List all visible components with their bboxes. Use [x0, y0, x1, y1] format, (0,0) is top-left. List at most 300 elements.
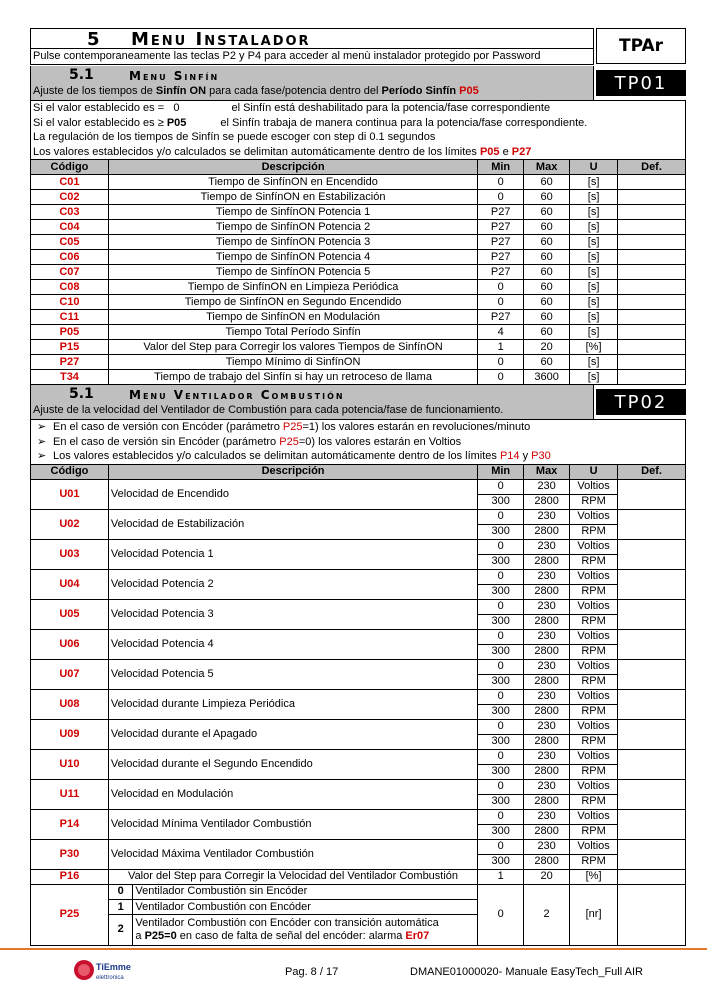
row-unit: Voltios — [570, 809, 618, 824]
table-row — [31, 659, 686, 674]
row-unit: Voltios — [570, 659, 618, 674]
table-row — [31, 689, 686, 704]
sinfin-note-4 — [33, 145, 685, 160]
row-min: 1 — [478, 869, 524, 884]
row-max: 230 — [524, 569, 570, 584]
row-def — [618, 869, 686, 884]
table-row — [31, 340, 686, 355]
row-min: 0 — [478, 599, 524, 614]
note2-a: Si el valor establecido es ≥ — [33, 116, 164, 129]
row-max: 60 — [524, 310, 570, 325]
row-min: 0 — [478, 839, 524, 854]
row-unit: [s] — [570, 175, 618, 190]
sinfin-desc-e: P05 — [459, 85, 479, 97]
row-code: U01 — [31, 479, 109, 509]
row-unit: [s] — [570, 235, 618, 250]
sinfin-notes — [30, 100, 686, 159]
row-max: 2800 — [524, 644, 570, 659]
row-max: 230 — [524, 629, 570, 644]
fan-note-2 — [33, 435, 685, 450]
row-max: 230 — [524, 599, 570, 614]
row-def — [618, 539, 686, 569]
row-desc: Velocidad durante el Segundo Encendido — [108, 749, 477, 779]
p25-option-2-num: 2 — [109, 915, 133, 945]
row-unit: Voltios — [570, 629, 618, 644]
p25-option-0 — [109, 885, 477, 900]
row-desc: Velocidad Potencia 1 — [108, 539, 477, 569]
row-code: U04 — [31, 569, 109, 599]
row-unit: [s] — [570, 190, 618, 205]
row-desc: Valor del Step para Corregir la Velocidad del Ventilador Combustión — [108, 869, 477, 884]
row-unit: Voltios — [570, 839, 618, 854]
row-def — [618, 370, 686, 385]
row-max: 2800 — [524, 524, 570, 539]
row-desc: Velocidad Mínima Ventilador Combustión — [108, 809, 477, 839]
sinfin-title-bar — [30, 66, 594, 100]
tag-tp02: TP02 — [596, 389, 686, 415]
fan-note2-b: P25 — [279, 435, 299, 448]
row-min: P27 — [478, 205, 524, 220]
tag-tpar: TPAr — [596, 28, 686, 64]
p25-option-1-num: 1 — [109, 900, 133, 915]
row-max: 230 — [524, 689, 570, 704]
row-desc: Velocidad durante el Apagado — [108, 719, 477, 749]
row-unit: [s] — [570, 280, 618, 295]
row-max: 2800 — [524, 554, 570, 569]
row-unit: Voltios — [570, 719, 618, 734]
row-unit: RPM — [570, 494, 618, 509]
col-max: Max — [524, 464, 570, 479]
row-code: P30 — [31, 839, 109, 869]
row-desc: Tiempo de SinfínON Potencia 3 — [108, 235, 477, 250]
section-intro: Pulse contemporaneamente las teclas P2 y P4 para acceder al menù instalador protegido por Password — [30, 48, 594, 65]
row-min: 0 — [478, 280, 524, 295]
fan-note2-c: =0) los valores estarán en Voltios — [298, 435, 462, 448]
table-row — [31, 220, 686, 235]
sinfin-desc-d: Período Sinfín — [381, 85, 457, 97]
col-max: Max — [524, 160, 570, 175]
row-unit: [s] — [570, 250, 618, 265]
row-code: C07 — [31, 265, 109, 280]
fan-note1-a: En el caso de versión con Encóder (parámetro — [53, 421, 283, 433]
row-unit: [s] — [570, 220, 618, 235]
row-def — [618, 325, 686, 340]
table-row — [31, 839, 686, 854]
sinfin-desc-b: Sinfín ON — [155, 85, 207, 97]
section-title: Menu Instalador — [131, 29, 311, 50]
row-def — [618, 190, 686, 205]
section-header — [30, 28, 686, 66]
row-def — [618, 509, 686, 539]
row-min: 0 — [478, 689, 524, 704]
row-def — [618, 205, 686, 220]
table-row — [31, 310, 686, 325]
row-min: 0 — [478, 884, 524, 945]
row-unit: [%] — [570, 869, 618, 884]
row-def — [618, 659, 686, 689]
row-min: P27 — [478, 265, 524, 280]
row-min: 0 — [478, 175, 524, 190]
row-code: C06 — [31, 250, 109, 265]
p25-option-0-text: Ventilador Combustión sin Encóder — [133, 885, 477, 900]
row-min: 0 — [478, 295, 524, 310]
p25-option-2 — [109, 915, 477, 945]
row-max: 60 — [524, 190, 570, 205]
fan-table-header — [31, 464, 686, 479]
fan-note-3 — [33, 449, 685, 464]
row-code: C02 — [31, 190, 109, 205]
row-unit: RPM — [570, 824, 618, 839]
row-min: 0 — [478, 719, 524, 734]
svg-text:elettronica: elettronica — [96, 975, 124, 981]
fan-note3-b: P14 — [499, 450, 520, 462]
fan-desc: Ajuste de la velocidad del Ventilador de Combustión para cada potencia/fase de funcionamiento. — [33, 404, 504, 416]
row-min: P27 — [478, 250, 524, 265]
row-def — [618, 235, 686, 250]
row-desc: Tiempo de SinfínON en Limpieza Periódica — [108, 280, 477, 295]
row-max: 3600 — [524, 370, 570, 385]
table-row-p16 — [31, 869, 686, 884]
row-def — [618, 779, 686, 809]
sinfin-number: 5.1 — [69, 67, 94, 83]
row-def — [618, 355, 686, 370]
row-min: 300 — [478, 644, 524, 659]
row-desc: Velocidad Potencia 5 — [108, 659, 477, 689]
row-unit: Voltios — [570, 599, 618, 614]
row-min: 300 — [478, 854, 524, 869]
row-max: 230 — [524, 749, 570, 764]
row-code: P16 — [31, 869, 109, 884]
sinfin-note-1 — [33, 101, 685, 116]
note4-b: P05 — [479, 145, 500, 158]
row-max: 230 — [524, 839, 570, 854]
row-code: U11 — [31, 779, 109, 809]
p25-option-0-num: 0 — [109, 885, 133, 900]
row-min: 0 — [478, 569, 524, 584]
fan-note1-c: =1) los valores estarán en revoluciones/minuto — [302, 421, 531, 433]
note2-c: el Sinfín trabaja de manera continua para la potencia/fase correspondiente. — [220, 116, 588, 129]
row-unit: RPM — [570, 794, 618, 809]
table-row — [31, 250, 686, 265]
row-unit: RPM — [570, 734, 618, 749]
table-row-p25 — [31, 884, 686, 945]
row-unit: RPM — [570, 584, 618, 599]
row-code: C05 — [31, 235, 109, 250]
fan-note-1 — [33, 420, 685, 435]
row-min: 0 — [478, 539, 524, 554]
col-code: Código — [31, 464, 109, 479]
row-max: 230 — [524, 659, 570, 674]
row-unit: [s] — [570, 265, 618, 280]
sinfin-title: Menu Sinfín — [129, 69, 220, 83]
row-code: C04 — [31, 220, 109, 235]
table-row — [31, 749, 686, 764]
row-unit: [s] — [570, 310, 618, 325]
row-desc: Velocidad Máxima Ventilador Combustión — [108, 839, 477, 869]
row-max: 230 — [524, 509, 570, 524]
manual-page — [30, 28, 686, 946]
sinfin-desc — [33, 85, 479, 97]
section-number: 5 — [87, 29, 102, 50]
fan-table — [30, 464, 686, 946]
row-desc: Velocidad durante Limpieza Periódica — [108, 689, 477, 719]
row-min: 300 — [478, 614, 524, 629]
row-unit: RPM — [570, 644, 618, 659]
row-unit: RPM — [570, 764, 618, 779]
row-max: 2 — [524, 884, 570, 945]
table-row — [31, 235, 686, 250]
table-row — [31, 265, 686, 280]
row-def — [618, 839, 686, 869]
row-code: P25 — [31, 884, 109, 945]
row-desc: Tiempo de SinfínON Potencia 1 — [108, 205, 477, 220]
row-max: 60 — [524, 250, 570, 265]
row-def — [618, 295, 686, 310]
row-def — [618, 220, 686, 235]
row-unit: Voltios — [570, 479, 618, 494]
row-min: 300 — [478, 524, 524, 539]
note4-c: e — [499, 145, 512, 158]
row-unit: RPM — [570, 704, 618, 719]
row-max: 60 — [524, 220, 570, 235]
row-unit: Voltios — [570, 779, 618, 794]
table-row — [31, 509, 686, 524]
row-def — [618, 809, 686, 839]
section-title-bar — [30, 28, 594, 48]
row-max: 20 — [524, 340, 570, 355]
row-max: 230 — [524, 779, 570, 794]
row-min: 300 — [478, 764, 524, 779]
col-min: Min — [478, 160, 524, 175]
p25-option-1-text: Ventilador Combustión con Encóder — [133, 900, 477, 915]
row-unit: RPM — [570, 854, 618, 869]
table-row — [31, 355, 686, 370]
row-code: U07 — [31, 659, 109, 689]
p25-o2-e: Er07 — [405, 929, 430, 942]
row-desc: Tiempo Mínimo di SinfínON — [108, 355, 477, 370]
row-min: 0 — [478, 659, 524, 674]
row-min: 300 — [478, 704, 524, 719]
row-max: 60 — [524, 355, 570, 370]
row-min: 0 — [478, 629, 524, 644]
row-min: 0 — [478, 779, 524, 794]
row-max: 60 — [524, 295, 570, 310]
row-max: 2800 — [524, 494, 570, 509]
table-row — [31, 280, 686, 295]
fan-note1-b: P25 — [282, 421, 303, 433]
fan-note2-a: En el caso de versión sin Encóder (parámetro — [53, 435, 280, 448]
row-code: U09 — [31, 719, 109, 749]
row-min: 300 — [478, 794, 524, 809]
row-code: C11 — [31, 310, 109, 325]
row-def — [618, 340, 686, 355]
row-code: P27 — [31, 355, 109, 370]
note1-b: 0 — [173, 102, 180, 114]
page-number: Pag. 8 / 17 — [285, 966, 339, 978]
fan-number: 5.1 — [69, 386, 94, 402]
row-code: C10 — [31, 295, 109, 310]
sinfin-table — [30, 159, 686, 385]
row-desc: Tiempo de trabajo del Sinfín si hay un retroceso de llama — [108, 370, 477, 385]
row-desc: Tiempo de SinfínON Potencia 2 — [108, 220, 477, 235]
sinfin-header — [30, 66, 686, 100]
note1-c: el Sinfín está deshabilitado para la potencia/fase correspondiente — [231, 102, 551, 114]
tiemme-logo-icon — [72, 956, 142, 986]
row-code: C03 — [31, 205, 109, 220]
row-code: U05 — [31, 599, 109, 629]
row-max: 230 — [524, 479, 570, 494]
p25-options — [108, 884, 477, 945]
p25-option-2-line2 — [135, 930, 475, 943]
row-max: 2800 — [524, 674, 570, 689]
row-unit: [%] — [570, 340, 618, 355]
row-min: P27 — [478, 220, 524, 235]
row-code: U06 — [31, 629, 109, 659]
row-code: P05 — [31, 325, 109, 340]
row-desc: Velocidad en Modulación — [108, 779, 477, 809]
row-def — [618, 629, 686, 659]
row-desc: Valor del Step para Corregir los valores Tiempos de SinfínON — [108, 340, 477, 355]
table-row — [31, 629, 686, 644]
row-def — [618, 280, 686, 295]
row-unit: RPM — [570, 614, 618, 629]
row-min: 0 — [478, 509, 524, 524]
row-unit: RPM — [570, 674, 618, 689]
sinfin-table-header — [31, 160, 686, 175]
row-desc: Tiempo de SinfínON Potencia 4 — [108, 250, 477, 265]
tiemme-logo — [72, 956, 142, 986]
row-unit: Voltios — [570, 749, 618, 764]
row-max: 60 — [524, 235, 570, 250]
p25-o2-b: a — [135, 929, 145, 942]
table-row — [31, 479, 686, 494]
col-desc: Descripción — [108, 160, 477, 175]
row-code: U10 — [31, 749, 109, 779]
svg-text:TiEmme: TiEmme — [96, 962, 131, 972]
row-min: 300 — [478, 494, 524, 509]
col-min: Min — [478, 464, 524, 479]
row-max: 60 — [524, 265, 570, 280]
table-row — [31, 295, 686, 310]
row-desc: Tiempo de SinfínON en Segundo Encendido — [108, 295, 477, 310]
row-min: P27 — [478, 235, 524, 250]
row-max: 20 — [524, 869, 570, 884]
row-min: 300 — [478, 554, 524, 569]
row-unit: [s] — [570, 325, 618, 340]
row-def — [618, 599, 686, 629]
col-desc: Descripción — [108, 464, 477, 479]
row-code: C08 — [31, 280, 109, 295]
row-max: 60 — [524, 325, 570, 340]
row-def — [618, 569, 686, 599]
row-def — [618, 265, 686, 280]
table-row — [31, 539, 686, 554]
row-min: 300 — [478, 584, 524, 599]
row-unit: RPM — [570, 554, 618, 569]
fan-note3-c: y — [519, 450, 532, 462]
row-max: 2800 — [524, 824, 570, 839]
row-unit: [s] — [570, 370, 618, 385]
col-def: Def. — [618, 160, 686, 175]
col-code: Código — [31, 160, 109, 175]
row-unit: [s] — [570, 355, 618, 370]
p25-option-2-text — [133, 915, 477, 945]
sinfin-note-3: La regulación de los tiempos de Sinfín se puede escoger con step di 0.1 segundos — [33, 131, 436, 143]
row-min: 300 — [478, 734, 524, 749]
row-min: 0 — [478, 190, 524, 205]
row-code: U02 — [31, 509, 109, 539]
row-max: 2800 — [524, 764, 570, 779]
row-max: 60 — [524, 205, 570, 220]
row-def — [618, 749, 686, 779]
row-max: 230 — [524, 539, 570, 554]
p25-o2-d: en caso de falta de señal del encóder: alarma — [176, 929, 406, 942]
sinfin-desc-a: Ajuste de los tiempos de — [33, 85, 156, 97]
row-unit: Voltios — [570, 569, 618, 584]
fan-notes — [30, 419, 686, 464]
row-min: 0 — [478, 809, 524, 824]
col-unit: U — [570, 464, 618, 479]
fan-title-bar — [30, 385, 594, 419]
p25-option-1 — [109, 900, 477, 915]
row-unit: Voltios — [570, 539, 618, 554]
row-min: 0 — [478, 370, 524, 385]
row-desc: Velocidad de Encendido — [108, 479, 477, 509]
p25-options-table — [109, 885, 477, 945]
row-def — [618, 884, 686, 945]
row-desc: Velocidad Potencia 4 — [108, 629, 477, 659]
document-id: DMANE01000020- Manuale EasyTech_Full AIR — [410, 966, 643, 978]
sinfin-note-2 — [33, 116, 685, 131]
row-desc: Velocidad de Estabilización — [108, 509, 477, 539]
table-row — [31, 569, 686, 584]
col-def: Def. — [618, 464, 686, 479]
note4-d: P27 — [511, 145, 532, 158]
row-unit: Voltios — [570, 689, 618, 704]
note2-b: P05 — [166, 116, 187, 129]
row-max: 2800 — [524, 734, 570, 749]
row-min: 0 — [478, 749, 524, 764]
row-max: 230 — [524, 809, 570, 824]
row-desc: Tiempo Total Período Sinfín — [108, 325, 477, 340]
row-code: P14 — [31, 809, 109, 839]
row-desc: Tiempo de SinfínON en Estabilización — [108, 190, 477, 205]
table-row — [31, 809, 686, 824]
row-def — [618, 310, 686, 325]
row-max: 60 — [524, 175, 570, 190]
row-max: 2800 — [524, 704, 570, 719]
row-min: P27 — [478, 310, 524, 325]
row-desc: Velocidad Potencia 2 — [108, 569, 477, 599]
sinfin-desc-c: para cada fase/potencia dentro del — [206, 85, 382, 97]
fan-title: Menu Ventilador Combustión — [129, 388, 345, 402]
row-unit: RPM — [570, 524, 618, 539]
table-row — [31, 190, 686, 205]
row-min: 300 — [478, 824, 524, 839]
row-unit: [s] — [570, 295, 618, 310]
table-row — [31, 370, 686, 385]
row-def — [618, 719, 686, 749]
row-code: T34 — [31, 370, 109, 385]
p25-option-2-line1: Ventilador Combustión con Encóder con transición automática — [135, 916, 439, 929]
row-desc: Tiempo de SinfínON en Encendido — [108, 175, 477, 190]
row-def — [618, 479, 686, 509]
table-row — [31, 205, 686, 220]
table-row — [31, 175, 686, 190]
row-code: U08 — [31, 689, 109, 719]
row-min: 1 — [478, 340, 524, 355]
row-min: 4 — [478, 325, 524, 340]
